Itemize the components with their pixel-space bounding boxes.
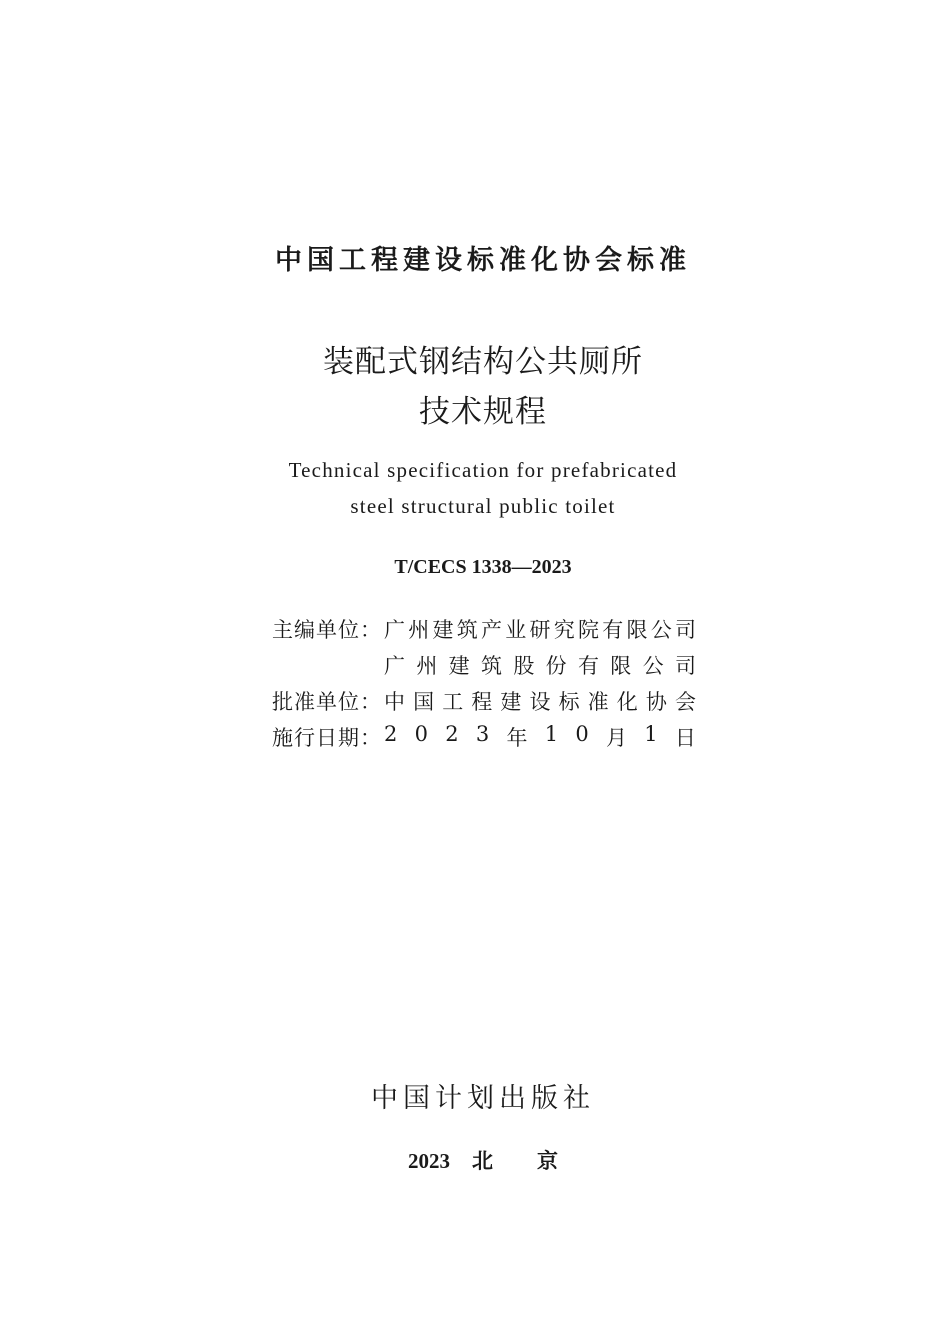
editor-1: 广 州 建 筑 产 业 研 究 院 有 限 公 司 <box>384 618 696 642</box>
imprint-year: 2023 <box>408 1149 450 1173</box>
title-zh-line-1: 装配式钢结构公共厕所 <box>323 344 643 380</box>
imprint <box>0 1145 950 1175</box>
approver-label: 批准单位： <box>272 690 382 714</box>
standard-series: 中国工程建设标准化协会标准 <box>275 245 691 276</box>
title-en-line-1: Technical specification for prefabricated <box>288 458 678 482</box>
imprint-city-2: 京 <box>537 1149 558 1173</box>
title-en-line-2: steel structural public toilet <box>350 494 616 518</box>
editor-label: 主编单位： <box>272 618 382 642</box>
title-zh-line-2: 技术规程 <box>419 394 547 430</box>
editor-2: 广 州 建 筑 股 份 有 限 公 司 <box>384 654 696 678</box>
publisher: 中国计划出版社 <box>371 1083 595 1114</box>
imprint-city-1: 北 <box>472 1149 493 1173</box>
approver: 中 国 工 程 建 设 标 准 化 协 会 <box>384 690 696 714</box>
effective-date: 2 0 2 3 年 1 0 月 1 日 <box>384 722 696 750</box>
date-label: 施行日期： <box>272 726 382 750</box>
standard-code: T/CECS 1338—2023 <box>394 556 572 578</box>
